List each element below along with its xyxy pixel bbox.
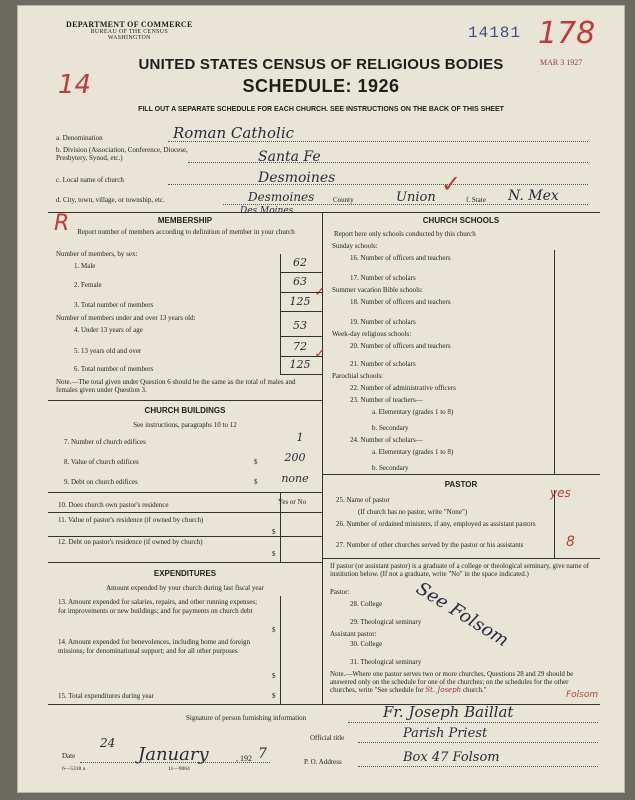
expenditure-q13: 13. Amount expended for salaries, repairs, and other running expenses; for improvements or new buildings; and for payments on church debt (58, 598, 258, 615)
schools-weekday-label: Week-day religious schools: (332, 330, 412, 338)
building-row-label: 12. Debt on pastor's residence (if owned by church) (58, 538, 203, 546)
schools-question: 21. Number of scholars (350, 360, 416, 368)
member-row-label: 4. Under 13 years of age (74, 326, 143, 334)
building-row-value: 200 (284, 451, 306, 464)
division-value: Santa Fe (258, 149, 321, 165)
buildings-subtitle: See instructions, paragraphs 10 to 12 (133, 421, 237, 429)
building-rule (48, 536, 322, 537)
church-name-label: c. Local name of church (56, 176, 124, 184)
building-row-label: 10. Does church own pastor's residence (58, 501, 169, 509)
department-header (66, 20, 193, 41)
city-name: WASHINGTON (107, 35, 151, 41)
pastor-sub-label: Pastor: (330, 588, 350, 596)
pastor-college: 28. College (350, 600, 383, 608)
membership-note: Note.—The total given under Question 6 should be the same as the total of males and females given under Question 3. (56, 378, 296, 394)
schools-question: 23. Number of teachers— (350, 396, 423, 404)
dollar-sign: $ (254, 458, 258, 466)
pastor-name-sub: (If church has no pastor, write "None") (358, 508, 468, 516)
pastor-rule (322, 558, 600, 559)
assistant-pastor-label: Assistant pastor: (330, 630, 377, 638)
pastor-q26: 26. Number of ordained ministers, if any, employed as assistant pastors (336, 520, 536, 528)
date-month: January (138, 744, 209, 765)
pastor-q27-value: 8 (566, 534, 575, 550)
schools-title: CHURCH SCHOOLS (422, 216, 500, 225)
schools-question: 17. Number of scholars (350, 274, 416, 282)
membership-rule (280, 356, 322, 357)
expenditure-column (280, 596, 281, 704)
building-row-value: 1 (296, 431, 304, 444)
membership-rule (280, 311, 322, 312)
red-check-mark: ✓ (314, 346, 326, 362)
member-row-value: 72 (293, 340, 307, 353)
pastor-note-value: St. Joseph (425, 686, 462, 694)
building-row-value: none (281, 472, 309, 485)
schools-summer-label: Summer vacation Bible schools: (332, 286, 423, 294)
pastor-name-label: 25. Name of pastor (336, 496, 390, 504)
po-address-value: Box 47 Folsom (403, 750, 500, 765)
membership-rule (280, 336, 322, 337)
official-line (358, 742, 598, 743)
member-row-value: 125 (289, 295, 311, 308)
official-title-label: Official title (310, 734, 345, 742)
date-label: Date (62, 752, 76, 760)
building-row-label: 8. Value of church edifices (64, 458, 139, 466)
assistant-college: 30. College (350, 640, 383, 648)
member-row-label: 5. 13 years old and over (74, 347, 142, 355)
frame-bottom (48, 704, 600, 705)
dollar-sign: $ (272, 672, 276, 680)
date-line (80, 762, 270, 763)
pastor-title: PASTOR (444, 480, 478, 489)
po-line (358, 766, 598, 767)
pastor-note-text: Note.—Where one pastor serves two or more churches, Questions 28 and 29 should be answered only on the schedule for one of the churches; on the schedules for the other churches, write "See schedule for (330, 670, 574, 694)
dollar-sign: $ (254, 478, 258, 486)
member-row-value: 62 (293, 256, 307, 269)
signature-value: Fr. Joseph Baillat (383, 703, 514, 721)
section-divider (48, 400, 322, 401)
pastor-q27: 27. Number of other churches served by the pastor or his assistants (336, 541, 524, 549)
schools-question: a. Elementary (grades 1 to 8) (372, 408, 454, 416)
schools-value-column (554, 250, 555, 474)
date-year-prefix: , 192 (236, 754, 252, 763)
red-margin-mark: R (54, 211, 70, 236)
official-title-value: Parish Priest (403, 726, 488, 741)
red-number: 178 (538, 16, 596, 51)
county-label: County (333, 196, 354, 204)
membership-rule (280, 272, 322, 273)
schools-question: b. Secondary (372, 464, 409, 472)
signature-line (348, 722, 598, 723)
county-value: Union (396, 190, 436, 205)
schools-parochial-label: Parochial schools: (332, 372, 384, 380)
church-name-value: Desmoines (258, 170, 336, 186)
pastor-name-value: yes (550, 486, 571, 500)
member-row-label: 2. Female (74, 281, 102, 289)
state-value: N. Mex (508, 188, 559, 204)
schools-sunday-label: Sunday schools: (332, 242, 378, 250)
form-code: 6—5318 a (62, 766, 86, 772)
expenditures-title: EXPENDITURES (153, 569, 217, 578)
margin-note: Des Moines (240, 206, 294, 216)
buildings-title: CHURCH BUILDINGS (144, 406, 226, 415)
pastor-scrawl: See Folsom (412, 577, 513, 652)
signature-label: Signature of person furnishing information (186, 714, 307, 722)
expenditure-q15: 15. Total expenditures during year (58, 692, 154, 700)
building-row-label: 11. Value of pastor's residence (if owned by church) (58, 516, 204, 524)
state-label: f. State (466, 196, 486, 204)
pastor-note-red: Folsom (566, 690, 599, 700)
membership-rule (280, 292, 322, 293)
member-row-value: 53 (293, 319, 307, 332)
division-line (188, 162, 588, 163)
date-year-digit: 7 (258, 746, 267, 762)
schools-question: 18. Number of officers and teachers (350, 298, 451, 306)
city-label: d. City, town, village, or township, etc. (56, 196, 165, 204)
city-value: Desmoines (248, 190, 315, 204)
expenditures-subtitle: Amount expended by your church during last fiscal year (106, 584, 264, 592)
bureau-name: BUREAU OF THE CENSUS (90, 29, 169, 35)
schools-question: b. Secondary (372, 424, 409, 432)
schools-question: 24. Number of scholars— (350, 436, 423, 444)
member-row-label: 6. Total number of members (74, 365, 154, 373)
city-line (223, 204, 588, 205)
dollar-sign: $ (272, 550, 276, 558)
building-rule (48, 512, 322, 513)
department-name: DEPARTMENT OF COMMERCE (66, 20, 193, 29)
census-form-page (18, 6, 624, 792)
dollar-sign: $ (272, 626, 276, 634)
membership-title: MEMBERSHIP (157, 216, 213, 225)
dollar-sign: $ (272, 528, 276, 536)
date-day: 24 (100, 736, 116, 750)
pastor-note (330, 670, 596, 694)
form-title: UNITED STATES CENSUS OF RELIGIOUS BODIES (138, 56, 504, 73)
form-code-2: 11—9064 (168, 766, 190, 772)
schools-question: 20. Number of officers and teachers (350, 342, 451, 350)
yes-no-column (280, 492, 281, 562)
membership-intro: Report number of members according to definition of member in your church (77, 228, 295, 236)
by-sex-label: Number of members, by sex: (56, 250, 138, 258)
denomination-value: Roman Catholic (173, 124, 295, 142)
section-divider (322, 474, 600, 475)
serial-stamp: 14181 (468, 24, 522, 42)
membership-rule (280, 374, 322, 375)
graduate-note: If pastor (or assistant pastor) is a graduate of a college or theological seminary, give name of institution below. (If not a graduate, write "No" in the space indicated.) (330, 562, 590, 578)
building-row-label: 9. Debt on church edifices (64, 478, 138, 486)
member-row-label: 1. Male (74, 262, 96, 270)
red-left-number: 14 (58, 70, 92, 100)
member-age-label: Number of members under and over 13 years old: (56, 314, 196, 322)
schedule-title: SCHEDULE: 1926 (242, 76, 400, 96)
frame-top (48, 212, 600, 213)
schools-intro: Report here only schools conducted by this church (334, 230, 476, 238)
po-address-label: P. O. Address (304, 758, 342, 766)
expenditure-q14: 14. Amount expended for benevolences, including home and foreign missions; for denominational support; and for all other purposes (58, 638, 251, 655)
yes-no-label: Yes or No (278, 498, 307, 506)
schools-question: 22. Number of administrative officers (350, 384, 456, 392)
member-row-label: 3. Total number of members (74, 301, 154, 309)
building-row-label: 7. Number of church edifices (64, 438, 146, 446)
section-divider (48, 562, 322, 563)
denomination-line (168, 141, 588, 142)
date-stamp: MAR 3 1927 (540, 58, 583, 67)
pastor-seminary: 29. Theological seminary (350, 618, 422, 626)
schools-question: a. Elementary (grades 1 to 8) (372, 448, 454, 456)
denomination-label: a. Denomination (56, 134, 103, 142)
schools-question: 19. Number of scholars (350, 318, 416, 326)
assistant-seminary: 31. Theological seminary (350, 658, 422, 666)
red-check-mark: ✓ (314, 284, 326, 300)
dollar-sign: $ (272, 692, 276, 700)
red-check-mark: ✓ (441, 170, 462, 198)
member-row-value: 125 (289, 358, 311, 371)
division-label: b. Division (Association, Conference, Diocese, Presbytery, Synod, etc.) (56, 146, 188, 162)
pastor-note-end: church." (462, 686, 487, 694)
pastor-value-column (554, 490, 555, 558)
member-row-value: 63 (293, 275, 307, 288)
instruction-line: FILL OUT A SEPARATE SCHEDULE FOR EACH CHURCH. SEE INSTRUCTIONS ON THE BACK OF THIS SHEET (138, 106, 504, 113)
schools-question: 16. Number of officers and teachers (350, 254, 451, 262)
church-name-line (168, 184, 588, 185)
